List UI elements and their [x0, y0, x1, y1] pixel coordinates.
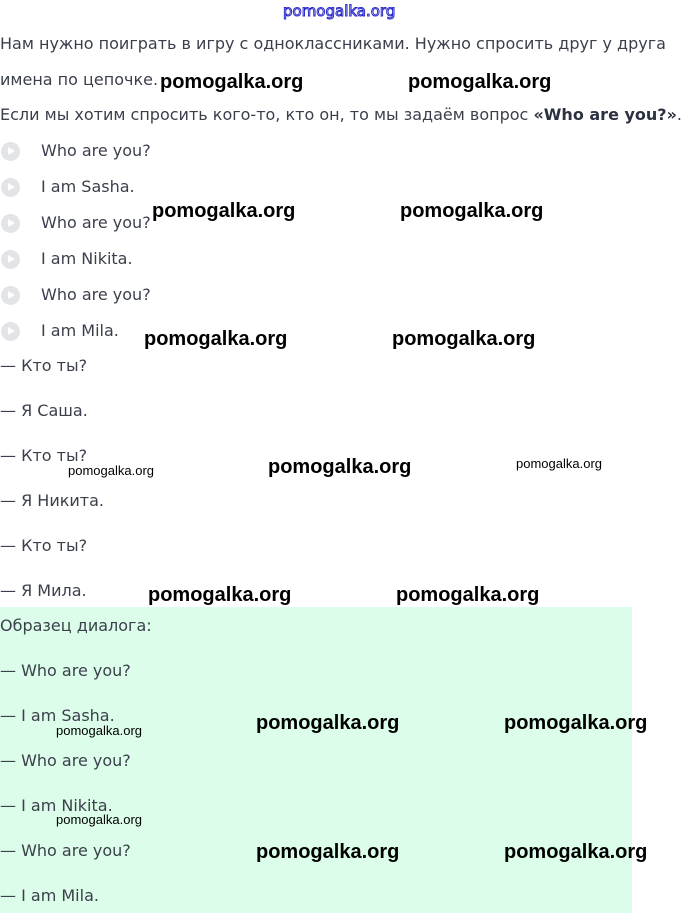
play-icon[interactable]: [1, 250, 20, 269]
watermark: pomogalka.org: [144, 328, 288, 350]
translation-line: — Я Никита.: [0, 491, 104, 510]
audio-row-text: Who are you?: [41, 285, 151, 304]
watermark: pomogalka.org: [148, 584, 292, 606]
intro-line-3-text: Если мы хотим спросить кого-то, кто он, то мы задаём вопрос: [0, 105, 534, 124]
watermark: pomogalka.org: [396, 584, 540, 606]
play-icon[interactable]: [1, 178, 20, 197]
play-icon[interactable]: [1, 322, 20, 341]
translation-line: — Кто ты?: [0, 356, 88, 375]
intro-line-3-end: .: [676, 105, 682, 124]
sample-line: — I am Nikita.: [0, 796, 113, 815]
translation-line: — Кто ты?: [0, 446, 88, 465]
question-phrase: «Who are you?»: [533, 105, 677, 124]
sample-line: — Who are you?: [0, 751, 131, 770]
play-icon[interactable]: [1, 142, 20, 161]
watermark: pomogalka.org: [504, 712, 648, 734]
watermark: pomogalka.org: [56, 812, 142, 827]
watermark: pomogalka.org: [256, 841, 400, 863]
watermark: pomogalka.org: [408, 71, 552, 93]
translation-line: — Я Саша.: [0, 401, 88, 420]
watermark: pomogalka.org: [504, 841, 648, 863]
play-icon[interactable]: [1, 214, 20, 233]
watermark: pomogalka.org: [256, 712, 400, 734]
translation-line: — Кто ты?: [0, 536, 88, 555]
watermark: pomogalka.org: [152, 200, 296, 222]
watermark: pomogalka.org: [160, 71, 304, 93]
sample-line: — I am Mila.: [0, 886, 99, 905]
intro-line-3: [0, 105, 682, 125]
watermark: pomogalka.org: [392, 328, 536, 350]
translation-line: — Я Мила.: [0, 581, 87, 600]
audio-row-text: I am Nikita.: [41, 249, 133, 268]
audio-row-text: Who are you?: [41, 141, 151, 160]
sample-line: — Who are you?: [0, 661, 131, 680]
play-icon[interactable]: [1, 286, 20, 305]
audio-row-text: I am Mila.: [41, 321, 119, 340]
audio-row-text: Who are you?: [41, 213, 151, 232]
site-logo: pomogalka.org: [283, 2, 396, 20]
intro-line-2: имена по цепочке.: [0, 70, 159, 89]
watermark: pomogalka.org: [268, 456, 412, 478]
intro-line-1: Нам нужно поиграть в игру с одноклассниками. Нужно спросить друг у друга: [0, 34, 666, 53]
watermark: pomogalka.org: [68, 463, 154, 478]
audio-row-text: I am Sasha.: [41, 177, 135, 196]
watermark: pomogalka.org: [56, 723, 142, 738]
watermark: pomogalka.org: [400, 200, 544, 222]
sample-line: — I am Sasha.: [0, 706, 115, 725]
sample-line: — Who are you?: [0, 841, 131, 860]
sample-title: Образец диалога:: [0, 616, 152, 635]
watermark: pomogalka.org: [516, 456, 602, 471]
